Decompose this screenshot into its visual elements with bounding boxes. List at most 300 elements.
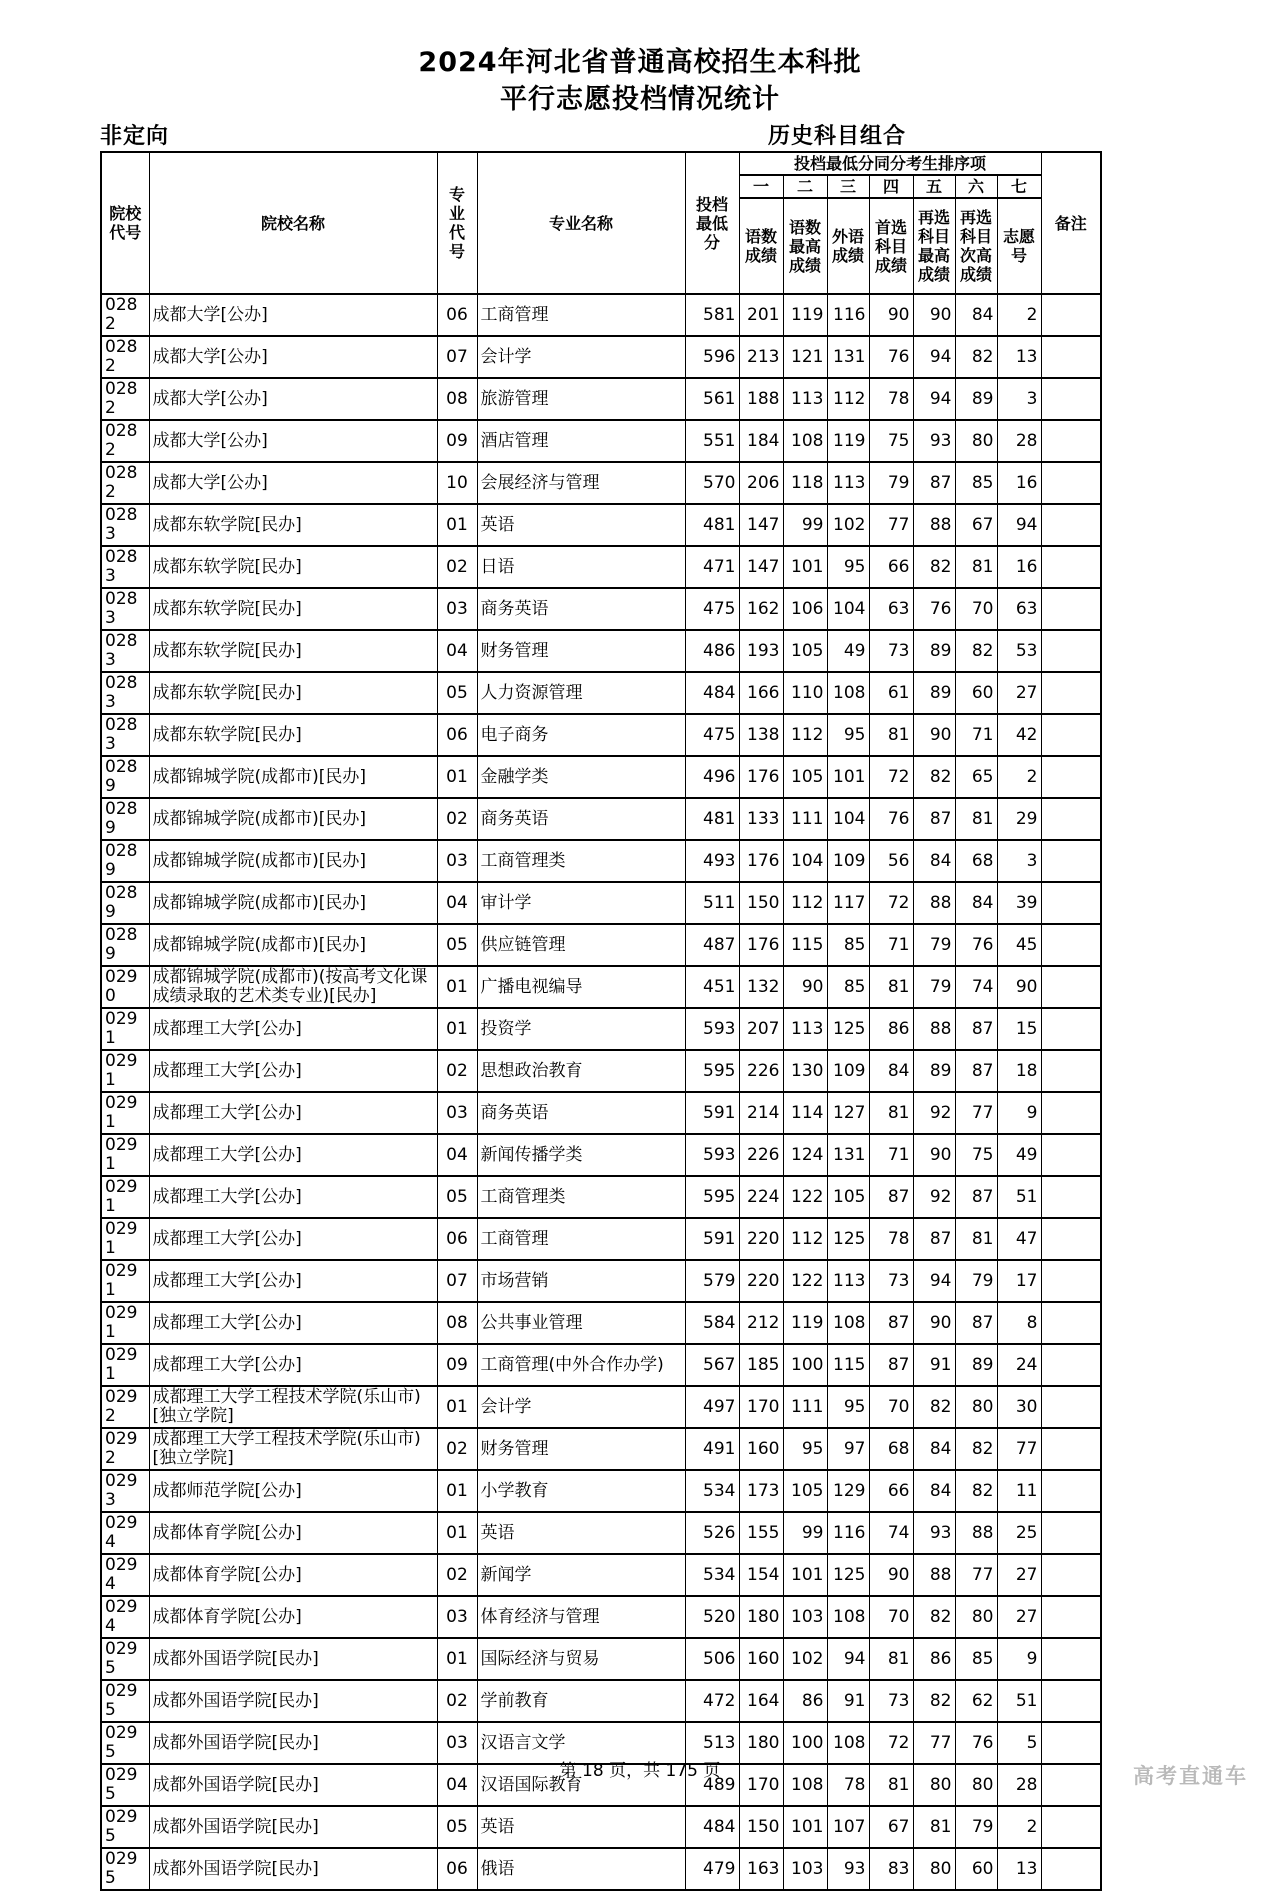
watermark: 高考直通车 bbox=[1133, 1764, 1248, 1788]
table-row bbox=[101, 1848, 1101, 1890]
table-row bbox=[101, 1596, 1101, 1638]
tiebreak-ordinal-7: 七 bbox=[997, 175, 1041, 198]
college-code-cell: 0291 bbox=[101, 1050, 149, 1092]
first-subject-score-cell: 84 bbox=[869, 1050, 913, 1092]
chinese-math-score-cell: 170 bbox=[739, 1386, 783, 1428]
volunteer-no-cell: 49 bbox=[997, 1134, 1041, 1176]
chinese-math-max-score-cell: 114 bbox=[783, 1092, 827, 1134]
college-code-cell: 0291 bbox=[101, 1344, 149, 1386]
reselect-max-score-cell: 93 bbox=[913, 1512, 955, 1554]
chinese-math-max-score-cell: 110 bbox=[783, 672, 827, 714]
col-header-min-score: 投档最低分 bbox=[685, 152, 739, 294]
foreign-lang-score-cell: 94 bbox=[827, 1638, 869, 1680]
first-subject-score-cell: 77 bbox=[869, 504, 913, 546]
min-score-cell: 579 bbox=[685, 1260, 739, 1302]
chinese-math-score-cell: 224 bbox=[739, 1176, 783, 1218]
foreign-lang-score-cell: 95 bbox=[827, 1386, 869, 1428]
major-code-cell: 08 bbox=[437, 378, 477, 420]
chinese-math-max-score-cell: 86 bbox=[783, 1680, 827, 1722]
college-name-cell: 成都东软学院[民办] bbox=[149, 714, 437, 756]
remark-cell bbox=[1041, 1134, 1101, 1176]
college-name-cell: 成都师范学院[公办] bbox=[149, 1470, 437, 1512]
min-score-cell: 595 bbox=[685, 1176, 739, 1218]
first-subject-score-cell: 56 bbox=[869, 840, 913, 882]
min-score-cell: 491 bbox=[685, 1428, 739, 1470]
chinese-math-max-score-cell: 108 bbox=[783, 420, 827, 462]
remark-cell bbox=[1041, 756, 1101, 798]
college-name-cell: 成都体育学院[公办] bbox=[149, 1596, 437, 1638]
volunteer-no-cell: 39 bbox=[997, 882, 1041, 924]
major-code-cell: 07 bbox=[437, 336, 477, 378]
reselect-max-score-cell: 80 bbox=[913, 1764, 955, 1806]
major-name-cell: 会计学 bbox=[477, 336, 685, 378]
reselect-second-score-cell: 87 bbox=[955, 1008, 997, 1050]
min-score-cell: 484 bbox=[685, 1806, 739, 1848]
college-name-cell: 成都东软学院[民办] bbox=[149, 504, 437, 546]
college-code-cell: 0291 bbox=[101, 1134, 149, 1176]
reselect-max-score-cell: 91 bbox=[913, 1344, 955, 1386]
college-name-cell: 成都外国语学院[民办] bbox=[149, 1638, 437, 1680]
chinese-math-score-cell: 150 bbox=[739, 882, 783, 924]
table-row bbox=[101, 1428, 1101, 1470]
reselect-max-score-cell: 84 bbox=[913, 1470, 955, 1512]
foreign-lang-score-cell: 78 bbox=[827, 1764, 869, 1806]
college-code-cell: 0294 bbox=[101, 1512, 149, 1554]
college-code-cell: 0291 bbox=[101, 1218, 149, 1260]
remark-cell bbox=[1041, 924, 1101, 966]
major-code-cell: 01 bbox=[437, 966, 477, 1008]
reselect-max-score-cell: 92 bbox=[913, 1092, 955, 1134]
college-name-cell: 成都大学[公办] bbox=[149, 462, 437, 504]
major-code-cell: 04 bbox=[437, 1764, 477, 1806]
college-name-cell: 成都理工大学工程技术学院(乐山市)[独立学院] bbox=[149, 1428, 437, 1470]
volunteer-no-cell: 11 bbox=[997, 1470, 1041, 1512]
min-score-cell: 487 bbox=[685, 924, 739, 966]
first-subject-score-cell: 70 bbox=[869, 1596, 913, 1638]
chinese-math-score-cell: 163 bbox=[739, 1848, 783, 1890]
college-name-cell: 成都理工大学[公办] bbox=[149, 1218, 437, 1260]
first-subject-score-cell: 81 bbox=[869, 714, 913, 756]
college-code-cell: 0289 bbox=[101, 756, 149, 798]
min-score-cell: 534 bbox=[685, 1554, 739, 1596]
reselect-second-score-cell: 81 bbox=[955, 1218, 997, 1260]
volunteer-no-cell: 13 bbox=[997, 336, 1041, 378]
major-code-cell: 02 bbox=[437, 546, 477, 588]
major-name-cell: 人力资源管理 bbox=[477, 672, 685, 714]
foreign-lang-score-cell: 85 bbox=[827, 924, 869, 966]
chinese-math-score-cell: 160 bbox=[739, 1428, 783, 1470]
min-score-cell: 593 bbox=[685, 1134, 739, 1176]
table-row bbox=[101, 1344, 1101, 1386]
remark-cell bbox=[1041, 840, 1101, 882]
chinese-math-score-cell: 173 bbox=[739, 1470, 783, 1512]
chinese-math-score-cell: 180 bbox=[739, 1722, 783, 1764]
reselect-max-score-cell: 89 bbox=[913, 672, 955, 714]
reselect-second-score-cell: 62 bbox=[955, 1680, 997, 1722]
table-row bbox=[101, 1260, 1101, 1302]
min-score-cell: 551 bbox=[685, 420, 739, 462]
volunteer-no-cell: 15 bbox=[997, 1008, 1041, 1050]
major-code-cell: 04 bbox=[437, 630, 477, 672]
first-subject-score-cell: 66 bbox=[869, 1470, 913, 1512]
table-body bbox=[101, 294, 1101, 1890]
remark-cell bbox=[1041, 714, 1101, 756]
major-name-cell: 工商管理(中外合作办学) bbox=[477, 1344, 685, 1386]
reselect-max-score-cell: 87 bbox=[913, 462, 955, 504]
major-code-cell: 02 bbox=[437, 1680, 477, 1722]
major-code-cell: 03 bbox=[437, 840, 477, 882]
chinese-math-max-score-cell: 101 bbox=[783, 1554, 827, 1596]
col-header-reselect-max-score: 再选科目最高成绩 bbox=[913, 198, 955, 294]
chinese-math-max-score-cell: 130 bbox=[783, 1050, 827, 1092]
college-code-cell: 0294 bbox=[101, 1596, 149, 1638]
foreign-lang-score-cell: 116 bbox=[827, 294, 869, 336]
chinese-math-score-cell: 160 bbox=[739, 1638, 783, 1680]
volunteer-no-cell: 16 bbox=[997, 462, 1041, 504]
min-score-cell: 591 bbox=[685, 1092, 739, 1134]
chinese-math-score-cell: 132 bbox=[739, 966, 783, 1008]
volunteer-no-cell: 47 bbox=[997, 1218, 1041, 1260]
remark-cell bbox=[1041, 1512, 1101, 1554]
remark-cell bbox=[1041, 1638, 1101, 1680]
college-name-cell: 成都理工大学[公办] bbox=[149, 1134, 437, 1176]
reselect-max-score-cell: 84 bbox=[913, 1428, 955, 1470]
foreign-lang-score-cell: 108 bbox=[827, 1596, 869, 1638]
chinese-math-score-cell: 170 bbox=[739, 1764, 783, 1806]
college-name-cell: 成都东软学院[民办] bbox=[149, 630, 437, 672]
chinese-math-max-score-cell: 102 bbox=[783, 1638, 827, 1680]
table-row bbox=[101, 714, 1101, 756]
reselect-second-score-cell: 80 bbox=[955, 1764, 997, 1806]
major-code-cell: 04 bbox=[437, 1134, 477, 1176]
first-subject-score-cell: 74 bbox=[869, 1512, 913, 1554]
first-subject-score-cell: 78 bbox=[869, 378, 913, 420]
college-name-cell: 成都理工大学工程技术学院(乐山市)[独立学院] bbox=[149, 1386, 437, 1428]
min-score-cell: 567 bbox=[685, 1344, 739, 1386]
college-code-cell: 0295 bbox=[101, 1848, 149, 1890]
chinese-math-max-score-cell: 101 bbox=[783, 1806, 827, 1848]
col-header-college-code: 院校代号 bbox=[101, 152, 149, 294]
min-score-cell: 475 bbox=[685, 714, 739, 756]
reselect-second-score-cell: 87 bbox=[955, 1176, 997, 1218]
volunteer-no-cell: 51 bbox=[997, 1176, 1041, 1218]
first-subject-score-cell: 81 bbox=[869, 1764, 913, 1806]
col-header-major-code: 专业代号 bbox=[437, 152, 477, 294]
reselect-max-score-cell: 90 bbox=[913, 294, 955, 336]
major-name-cell: 市场营销 bbox=[477, 1260, 685, 1302]
table-row bbox=[101, 462, 1101, 504]
table-row bbox=[101, 1386, 1101, 1428]
volunteer-no-cell: 17 bbox=[997, 1260, 1041, 1302]
chinese-math-score-cell: 176 bbox=[739, 924, 783, 966]
first-subject-score-cell: 81 bbox=[869, 966, 913, 1008]
admission-table bbox=[100, 151, 1102, 1891]
volunteer-no-cell: 77 bbox=[997, 1428, 1041, 1470]
college-name-cell: 成都东软学院[民办] bbox=[149, 588, 437, 630]
min-score-cell: 561 bbox=[685, 378, 739, 420]
tiebreak-ordinal-4: 四 bbox=[869, 175, 913, 198]
table-row bbox=[101, 1218, 1101, 1260]
col-header-chinese-math-max-score: 语数最高成绩 bbox=[783, 198, 827, 294]
table-row bbox=[101, 1050, 1101, 1092]
chinese-math-max-score-cell: 103 bbox=[783, 1596, 827, 1638]
orientation-label: 非定向 bbox=[100, 124, 170, 149]
major-code-cell: 02 bbox=[437, 1428, 477, 1470]
chinese-math-max-score-cell: 115 bbox=[783, 924, 827, 966]
major-code-cell: 06 bbox=[437, 1218, 477, 1260]
remark-cell bbox=[1041, 1050, 1101, 1092]
college-name-cell: 成都理工大学[公办] bbox=[149, 1344, 437, 1386]
first-subject-score-cell: 87 bbox=[869, 1344, 913, 1386]
major-code-cell: 02 bbox=[437, 1554, 477, 1596]
first-subject-score-cell: 66 bbox=[869, 546, 913, 588]
college-name-cell: 成都体育学院[公办] bbox=[149, 1554, 437, 1596]
first-subject-score-cell: 72 bbox=[869, 1722, 913, 1764]
min-score-cell: 486 bbox=[685, 630, 739, 672]
college-name-cell: 成都锦城学院(成都市)(按高考文化课成绩录取的艺术类专业)[民办] bbox=[149, 966, 437, 1008]
first-subject-score-cell: 81 bbox=[869, 1638, 913, 1680]
major-code-cell: 04 bbox=[437, 882, 477, 924]
college-code-cell: 0289 bbox=[101, 840, 149, 882]
reselect-max-score-cell: 94 bbox=[913, 1260, 955, 1302]
volunteer-no-cell: 9 bbox=[997, 1638, 1041, 1680]
major-code-cell: 05 bbox=[437, 1176, 477, 1218]
first-subject-score-cell: 76 bbox=[869, 798, 913, 840]
foreign-lang-score-cell: 49 bbox=[827, 630, 869, 672]
remark-cell bbox=[1041, 1386, 1101, 1428]
major-code-cell: 01 bbox=[437, 504, 477, 546]
chinese-math-score-cell: 184 bbox=[739, 420, 783, 462]
table-row bbox=[101, 756, 1101, 798]
college-code-cell: 0283 bbox=[101, 630, 149, 672]
chinese-math-max-score-cell: 112 bbox=[783, 882, 827, 924]
chinese-math-max-score-cell: 113 bbox=[783, 378, 827, 420]
chinese-math-max-score-cell: 108 bbox=[783, 1764, 827, 1806]
major-code-cell: 06 bbox=[437, 1848, 477, 1890]
college-code-cell: 0291 bbox=[101, 1092, 149, 1134]
major-name-cell: 学前教育 bbox=[477, 1680, 685, 1722]
foreign-lang-score-cell: 131 bbox=[827, 336, 869, 378]
remark-cell bbox=[1041, 798, 1101, 840]
volunteer-no-cell: 42 bbox=[997, 714, 1041, 756]
major-name-cell: 商务英语 bbox=[477, 588, 685, 630]
foreign-lang-score-cell: 85 bbox=[827, 966, 869, 1008]
reselect-second-score-cell: 80 bbox=[955, 1596, 997, 1638]
remark-cell bbox=[1041, 294, 1101, 336]
reselect-second-score-cell: 80 bbox=[955, 1386, 997, 1428]
college-code-cell: 0282 bbox=[101, 420, 149, 462]
first-subject-score-cell: 87 bbox=[869, 1302, 913, 1344]
chinese-math-score-cell: 147 bbox=[739, 504, 783, 546]
major-name-cell: 工商管理类 bbox=[477, 840, 685, 882]
remark-cell bbox=[1041, 462, 1101, 504]
first-subject-score-cell: 61 bbox=[869, 672, 913, 714]
chinese-math-max-score-cell: 104 bbox=[783, 840, 827, 882]
reselect-second-score-cell: 84 bbox=[955, 882, 997, 924]
college-name-cell: 成都理工大学[公办] bbox=[149, 1008, 437, 1050]
chinese-math-score-cell: 220 bbox=[739, 1260, 783, 1302]
col-header-remark: 备注 bbox=[1041, 152, 1101, 294]
volunteer-no-cell: 27 bbox=[997, 1596, 1041, 1638]
college-name-cell: 成都理工大学[公办] bbox=[149, 1050, 437, 1092]
major-name-cell: 会计学 bbox=[477, 1386, 685, 1428]
first-subject-score-cell: 75 bbox=[869, 420, 913, 462]
chinese-math-max-score-cell: 112 bbox=[783, 714, 827, 756]
remark-cell bbox=[1041, 1848, 1101, 1890]
major-code-cell: 05 bbox=[437, 672, 477, 714]
reselect-second-score-cell: 87 bbox=[955, 1302, 997, 1344]
reselect-max-score-cell: 88 bbox=[913, 1008, 955, 1050]
chinese-math-score-cell: 180 bbox=[739, 1596, 783, 1638]
first-subject-score-cell: 71 bbox=[869, 1134, 913, 1176]
reselect-max-score-cell: 79 bbox=[913, 924, 955, 966]
reselect-second-score-cell: 80 bbox=[955, 420, 997, 462]
college-name-cell: 成都外国语学院[民办] bbox=[149, 1848, 437, 1890]
reselect-second-score-cell: 76 bbox=[955, 924, 997, 966]
remark-cell bbox=[1041, 1680, 1101, 1722]
foreign-lang-score-cell: 108 bbox=[827, 672, 869, 714]
first-subject-score-cell: 90 bbox=[869, 294, 913, 336]
major-code-cell: 01 bbox=[437, 756, 477, 798]
reselect-second-score-cell: 85 bbox=[955, 462, 997, 504]
college-code-cell: 0295 bbox=[101, 1680, 149, 1722]
foreign-lang-score-cell: 101 bbox=[827, 756, 869, 798]
table-row bbox=[101, 420, 1101, 462]
reselect-second-score-cell: 74 bbox=[955, 966, 997, 1008]
chinese-math-score-cell: 150 bbox=[739, 1806, 783, 1848]
college-code-cell: 0294 bbox=[101, 1554, 149, 1596]
reselect-second-score-cell: 65 bbox=[955, 756, 997, 798]
volunteer-no-cell: 53 bbox=[997, 630, 1041, 672]
major-name-cell: 俄语 bbox=[477, 1848, 685, 1890]
tiebreak-ordinal-6: 六 bbox=[955, 175, 997, 198]
college-code-cell: 0295 bbox=[101, 1638, 149, 1680]
major-name-cell: 工商管理类 bbox=[477, 1176, 685, 1218]
volunteer-no-cell: 2 bbox=[997, 756, 1041, 798]
min-score-cell: 534 bbox=[685, 1470, 739, 1512]
reselect-max-score-cell: 90 bbox=[913, 1302, 955, 1344]
major-name-cell: 小学教育 bbox=[477, 1470, 685, 1512]
chinese-math-score-cell: 176 bbox=[739, 840, 783, 882]
chinese-math-score-cell: 201 bbox=[739, 294, 783, 336]
table-row bbox=[101, 1554, 1101, 1596]
chinese-math-score-cell: 193 bbox=[739, 630, 783, 672]
foreign-lang-score-cell: 113 bbox=[827, 1260, 869, 1302]
tiebreak-ordinal-5: 五 bbox=[913, 175, 955, 198]
chinese-math-score-cell: 176 bbox=[739, 756, 783, 798]
remark-cell bbox=[1041, 336, 1101, 378]
table-row bbox=[101, 1806, 1101, 1848]
volunteer-no-cell: 16 bbox=[997, 546, 1041, 588]
volunteer-no-cell: 45 bbox=[997, 924, 1041, 966]
college-code-cell: 0295 bbox=[101, 1722, 149, 1764]
reselect-max-score-cell: 88 bbox=[913, 504, 955, 546]
chinese-math-max-score-cell: 118 bbox=[783, 462, 827, 504]
remark-cell bbox=[1041, 588, 1101, 630]
major-name-cell: 审计学 bbox=[477, 882, 685, 924]
reselect-max-score-cell: 90 bbox=[913, 714, 955, 756]
major-name-cell: 投资学 bbox=[477, 1008, 685, 1050]
chinese-math-score-cell: 212 bbox=[739, 1302, 783, 1344]
foreign-lang-score-cell: 129 bbox=[827, 1470, 869, 1512]
major-code-cell: 08 bbox=[437, 1302, 477, 1344]
first-subject-score-cell: 63 bbox=[869, 588, 913, 630]
col-header-major-name: 专业名称 bbox=[477, 152, 685, 294]
major-name-cell: 思想政治教育 bbox=[477, 1050, 685, 1092]
min-score-cell: 596 bbox=[685, 336, 739, 378]
col-header-reselect-second-score: 再选科目次高成绩 bbox=[955, 198, 997, 294]
first-subject-score-cell: 87 bbox=[869, 1176, 913, 1218]
college-name-cell: 成都锦城学院(成都市)[民办] bbox=[149, 882, 437, 924]
college-name-cell: 成都外国语学院[民办] bbox=[149, 1722, 437, 1764]
volunteer-no-cell: 24 bbox=[997, 1344, 1041, 1386]
reselect-second-score-cell: 79 bbox=[955, 1260, 997, 1302]
college-name-cell: 成都外国语学院[民办] bbox=[149, 1764, 437, 1806]
foreign-lang-score-cell: 104 bbox=[827, 588, 869, 630]
major-name-cell: 新闻传播学类 bbox=[477, 1134, 685, 1176]
table-row bbox=[101, 966, 1101, 1008]
tiebreak-ordinal-1: 一 bbox=[739, 175, 783, 198]
chinese-math-score-cell: 164 bbox=[739, 1680, 783, 1722]
reselect-max-score-cell: 93 bbox=[913, 420, 955, 462]
min-score-cell: 506 bbox=[685, 1638, 739, 1680]
chinese-math-max-score-cell: 103 bbox=[783, 1848, 827, 1890]
chinese-math-max-score-cell: 106 bbox=[783, 588, 827, 630]
college-name-cell: 成都东软学院[民办] bbox=[149, 672, 437, 714]
min-score-cell: 591 bbox=[685, 1218, 739, 1260]
table-row bbox=[101, 588, 1101, 630]
reselect-max-score-cell: 79 bbox=[913, 966, 955, 1008]
chinese-math-score-cell: 138 bbox=[739, 714, 783, 756]
college-code-cell: 0295 bbox=[101, 1764, 149, 1806]
major-code-cell: 01 bbox=[437, 1470, 477, 1512]
college-name-cell: 成都外国语学院[民办] bbox=[149, 1806, 437, 1848]
chinese-math-score-cell: 162 bbox=[739, 588, 783, 630]
foreign-lang-score-cell: 95 bbox=[827, 714, 869, 756]
major-name-cell: 广播电视编导 bbox=[477, 966, 685, 1008]
foreign-lang-score-cell: 115 bbox=[827, 1344, 869, 1386]
foreign-lang-score-cell: 105 bbox=[827, 1176, 869, 1218]
chinese-math-max-score-cell: 122 bbox=[783, 1176, 827, 1218]
foreign-lang-score-cell: 109 bbox=[827, 840, 869, 882]
first-subject-score-cell: 71 bbox=[869, 924, 913, 966]
major-code-cell: 02 bbox=[437, 798, 477, 840]
foreign-lang-score-cell: 113 bbox=[827, 462, 869, 504]
reselect-max-score-cell: 81 bbox=[913, 1806, 955, 1848]
table-row bbox=[101, 1680, 1101, 1722]
min-score-cell: 489 bbox=[685, 1764, 739, 1806]
college-name-cell: 成都东软学院[民办] bbox=[149, 546, 437, 588]
table-row bbox=[101, 336, 1101, 378]
chinese-math-score-cell: 155 bbox=[739, 1512, 783, 1554]
volunteer-no-cell: 30 bbox=[997, 1386, 1041, 1428]
table-row bbox=[101, 924, 1101, 966]
table-row bbox=[101, 882, 1101, 924]
remark-cell bbox=[1041, 1218, 1101, 1260]
min-score-cell: 481 bbox=[685, 798, 739, 840]
major-name-cell: 旅游管理 bbox=[477, 378, 685, 420]
reselect-max-score-cell: 88 bbox=[913, 882, 955, 924]
chinese-math-score-cell: 207 bbox=[739, 1008, 783, 1050]
remark-cell bbox=[1041, 882, 1101, 924]
tiebreak-ordinal-2: 二 bbox=[783, 175, 827, 198]
table-row bbox=[101, 1512, 1101, 1554]
remark-cell bbox=[1041, 1554, 1101, 1596]
volunteer-no-cell: 5 bbox=[997, 1722, 1041, 1764]
volunteer-no-cell: 90 bbox=[997, 966, 1041, 1008]
chinese-math-score-cell: 147 bbox=[739, 546, 783, 588]
first-subject-score-cell: 73 bbox=[869, 630, 913, 672]
